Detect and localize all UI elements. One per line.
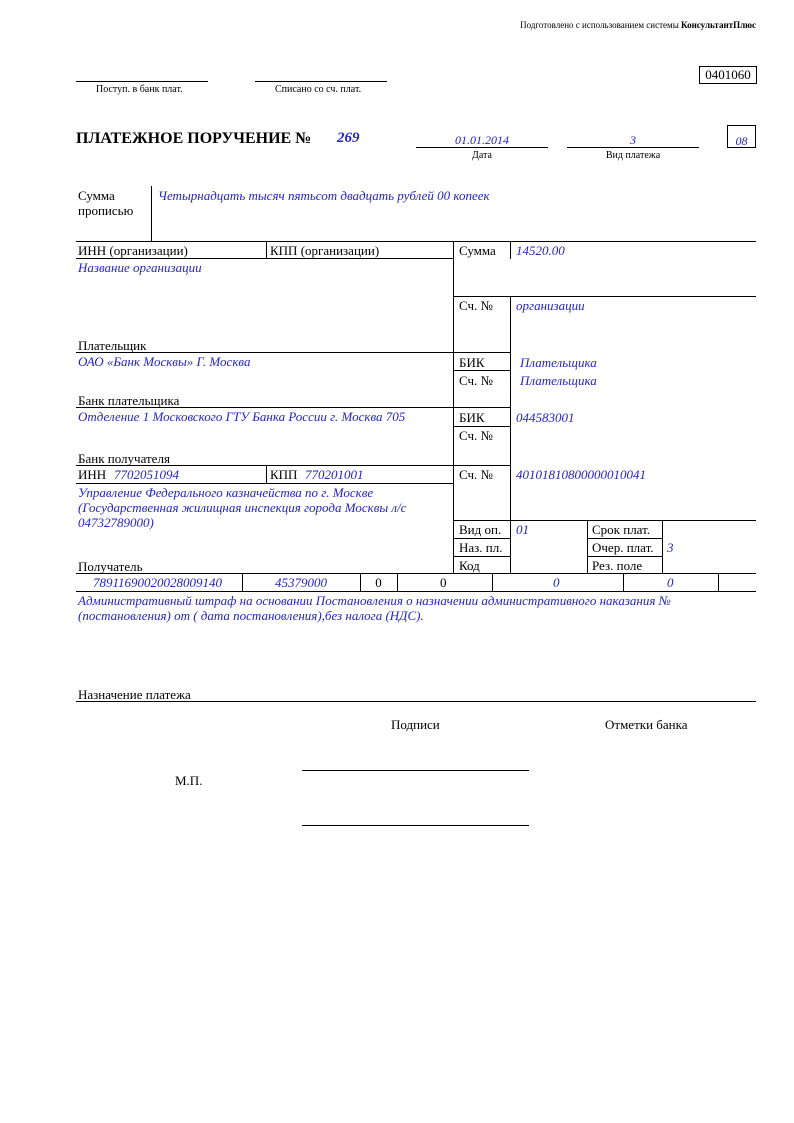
purpose-code-label: Наз. пл. xyxy=(459,540,503,555)
signature-line-2 xyxy=(302,825,529,826)
amount-words-label-1: Сумма xyxy=(78,188,115,203)
op-type-label: Вид оп. xyxy=(459,522,502,537)
recipient-bank-bik-line xyxy=(453,426,510,427)
grid-line-296 xyxy=(453,296,756,297)
recipient-label: Получатель xyxy=(78,559,143,574)
purpose-line-2: (постановления) от ( дата постановления),без налога (НДС). xyxy=(78,608,424,623)
sum-value: 14520.00 xyxy=(516,243,565,258)
grid-vline-587 xyxy=(587,520,588,573)
grid-vline-510a xyxy=(510,241,511,259)
recipient-bank-label: Банк получателя xyxy=(78,451,170,466)
recipient-account-label: Сч. № xyxy=(459,467,493,482)
document-title: ПЛАТЕЖНОЕ ПОРУЧЕНИЕ № xyxy=(76,130,312,147)
tax-vline-4 xyxy=(492,573,493,591)
priority-label: Очер. плат. xyxy=(592,540,654,555)
tax-vline-1 xyxy=(242,573,243,591)
payer-bank-bik-line xyxy=(453,370,510,371)
received-line xyxy=(76,81,208,82)
tax-doc-date: 0 xyxy=(667,575,674,590)
tax-oktmo: 45379000 xyxy=(275,575,327,590)
document-number: 269 xyxy=(337,130,360,146)
tax-doc-number: 0 xyxy=(553,575,560,590)
prepared-text: Подготовлено с использованием системы xyxy=(520,20,679,30)
payer-bank-account-label: Сч. № xyxy=(459,373,493,388)
grid-line-556b xyxy=(587,556,662,557)
tax-period: 0 xyxy=(440,575,447,590)
payment-type-line xyxy=(567,147,699,148)
recipient-bank-bik-label: БИК xyxy=(459,410,485,425)
op-type-value: 01 xyxy=(516,522,529,537)
term-label: Срок плат. xyxy=(592,522,651,537)
recipient-kpp-label: КПП xyxy=(270,467,298,482)
payer-bank-label: Банк плательщика xyxy=(78,393,180,408)
grid-line-241 xyxy=(76,241,756,242)
payer-account-label: Сч. № xyxy=(459,298,493,313)
code-label: Код xyxy=(459,558,480,573)
grid-vline-510b xyxy=(510,296,511,573)
reserve-label: Рез. поле xyxy=(592,558,643,573)
tax-vline-3 xyxy=(397,573,398,591)
recipient-account-value: 40101810800000010041 xyxy=(516,467,646,482)
tax-vline-6 xyxy=(718,573,719,591)
debited-line xyxy=(255,81,387,82)
recipient-name-line-3: 04732789000) xyxy=(78,515,154,530)
stamp-label: М.П. xyxy=(175,773,203,788)
grid-vline-266b xyxy=(266,465,267,483)
priority-value: 3 xyxy=(667,540,674,555)
status-code-box xyxy=(727,125,756,148)
prepared-brand: КонсультантПлюс xyxy=(681,20,756,30)
date-line xyxy=(416,147,548,148)
sum-label: Сумма xyxy=(459,243,496,258)
payer-inn-label: ИНН (организации) xyxy=(78,243,188,258)
recipient-inn-label: ИНН xyxy=(78,467,107,482)
payer-bank-account-value: Плательщика xyxy=(520,373,597,388)
signatures-label: Подписи xyxy=(391,717,440,732)
grid-line-556 xyxy=(453,556,510,557)
recipient-inn-value: 7702051094 xyxy=(114,467,179,482)
grid-vline-662 xyxy=(662,520,663,573)
grid-vline-453 xyxy=(453,241,454,573)
document-date: 01.01.2014 xyxy=(455,133,509,147)
date-label: Дата xyxy=(472,150,492,161)
amount-words-value: Четырнадцать тысяч пятьсот двадцать рублей 00 копеек xyxy=(158,188,490,203)
tax-vline-5 xyxy=(623,573,624,591)
amount-words-label-2: прописью xyxy=(78,203,134,218)
grid-line-538 xyxy=(453,538,510,539)
grid-line-520 xyxy=(453,520,756,521)
tax-basis: 0 xyxy=(375,575,382,590)
payer-bank-name: ОАО «Банк Москвы» Г. Москва xyxy=(78,354,251,369)
recipient-name-line-2: (Государственная жилищная инспекция города Москвы л/с xyxy=(78,500,407,515)
purpose-label: Назначение платежа xyxy=(78,687,191,702)
recipient-kpp-value: 770201001 xyxy=(305,467,364,482)
payer-kpp-label: КПП (организации) xyxy=(270,243,380,258)
recipient-bank-bik-value: 044583001 xyxy=(516,410,575,425)
form-code: 0401060 xyxy=(705,67,751,82)
amount-words-divider xyxy=(151,186,152,241)
recipient-bank-name: Отделение 1 Московского ГТУ Банка России г. Москва 705 xyxy=(78,409,406,424)
payment-type: 3 xyxy=(630,133,636,147)
debited-label: Списано со сч. плат. xyxy=(275,84,362,95)
grid-line-591 xyxy=(76,591,756,592)
payer-account-value: организации xyxy=(516,298,585,313)
grid-line-573 xyxy=(76,573,756,574)
tax-kbk: 78911690020028009140 xyxy=(93,575,223,590)
payer-label: Плательщик xyxy=(78,338,147,353)
grid-vline-266 xyxy=(266,241,267,258)
received-label: Поступ. в банк плат. xyxy=(96,84,183,95)
payer-bank-bik-value: Плательщика xyxy=(520,355,597,370)
payer-name: Название организации xyxy=(78,260,202,275)
payment-type-label: Вид платежа xyxy=(605,150,661,161)
recipient-bank-account-label: Сч. № xyxy=(459,428,493,443)
recipient-name-line-1: Управление Федерального казначейства по г. Москве xyxy=(78,485,374,500)
prepared-note xyxy=(520,20,756,30)
form-code-box xyxy=(699,66,757,84)
grid-line-538b xyxy=(587,538,662,539)
purpose-line-1: Административный штраф на основании Постановления о назначении административного наказания № xyxy=(78,593,671,608)
grid-line-483 xyxy=(76,483,453,484)
status-code: 08 xyxy=(735,134,748,148)
bank-marks-label: Отметки банка xyxy=(605,717,688,732)
payer-bank-bik-label: БИК xyxy=(459,355,485,370)
signature-line-1 xyxy=(302,770,529,771)
